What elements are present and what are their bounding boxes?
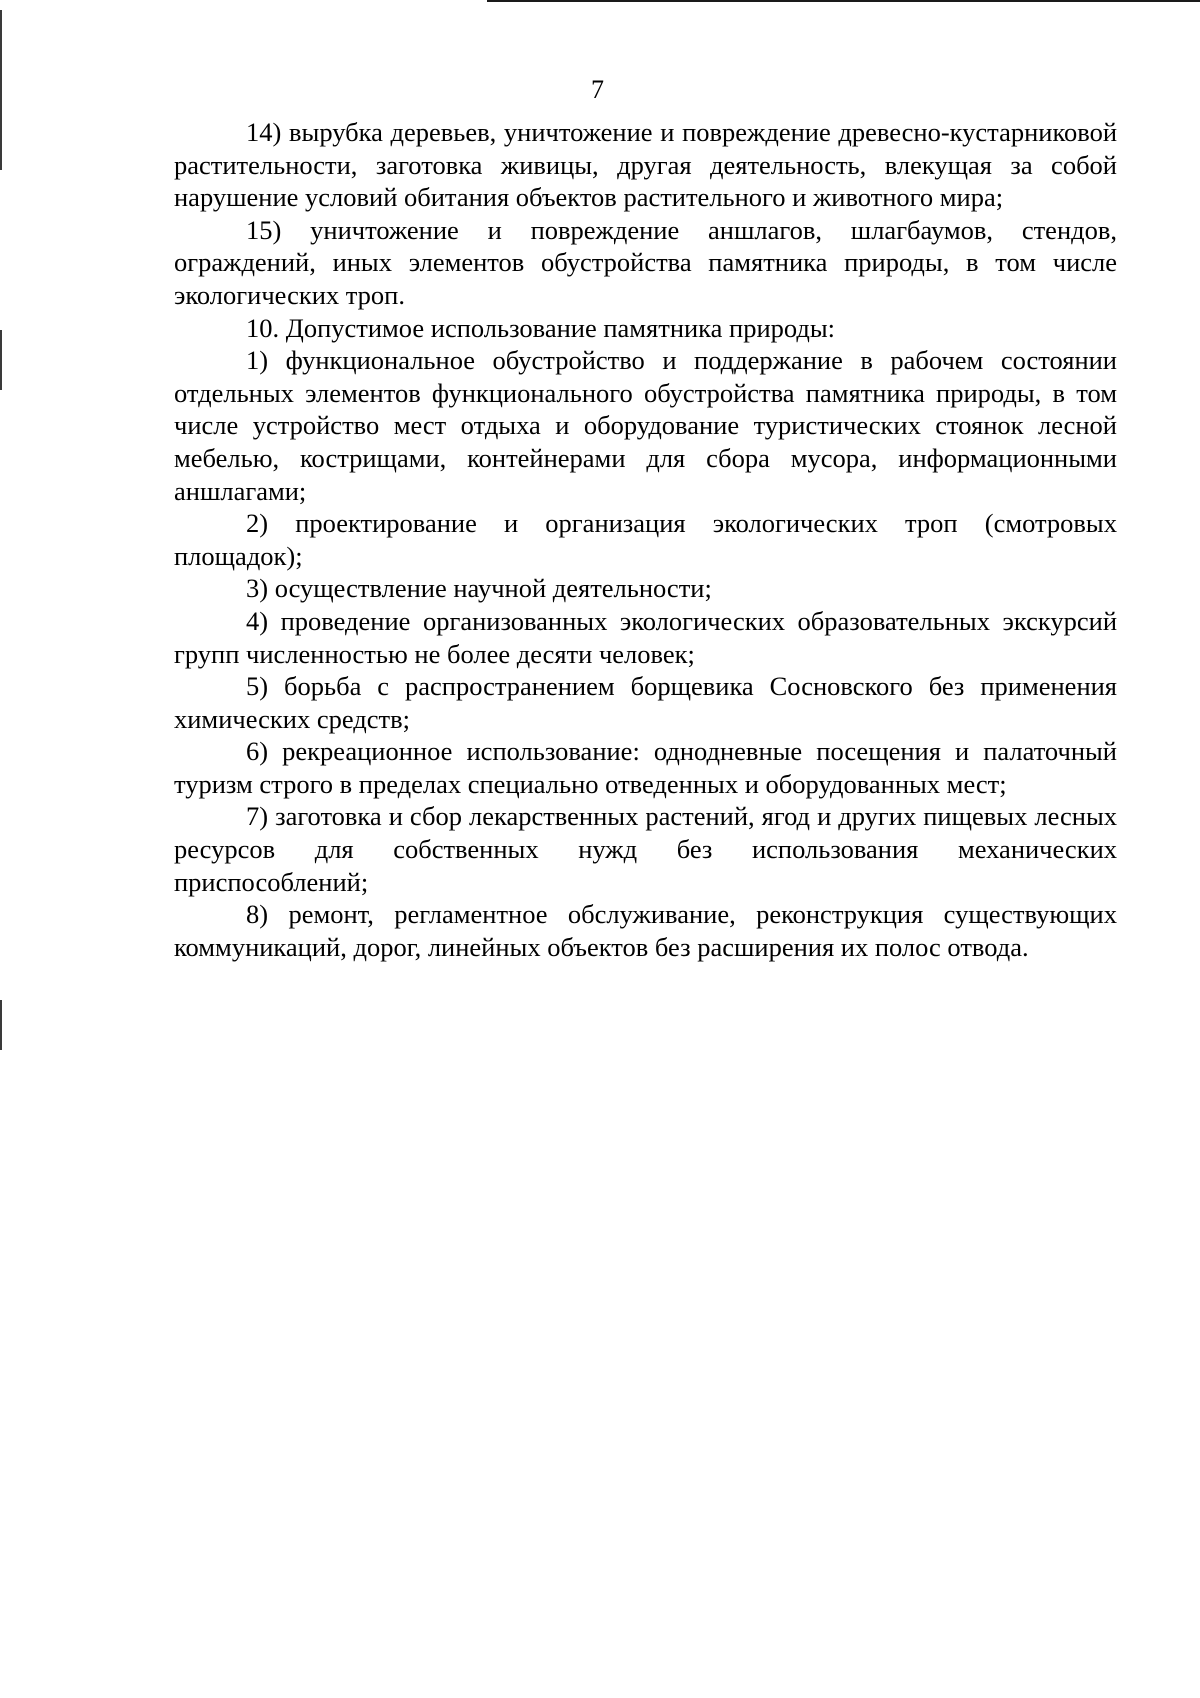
paragraph-item-6: 6) рекреационное использование: однодневные посещения и палаточный туризм строго в пределах специально отведенных и оборудованных мест; xyxy=(174,736,1117,799)
document-body xyxy=(174,116,1117,963)
paragraph-item-7: 7) заготовка и сбор лекарственных растений, ягод и других пищевых лесных ресурсов для собственных нужд без использования механических приспособлений; xyxy=(174,801,1117,897)
paragraph-item-4: 4) проведение организованных экологических образовательных экскурсий групп численностью не более десяти человек; xyxy=(174,605,1117,669)
paragraph-item-5: 5) борьба с распространением борщевика Сосновского без применения химических средств; xyxy=(174,671,1117,734)
scan-top-rule xyxy=(487,0,1200,2)
paragraph-item-8: 8) ремонт, регламентное обслуживание, реконструкция существующих коммуникаций, дорог, линейных объектов без расширения их полос отвода. xyxy=(174,899,1117,962)
page-number: 7 xyxy=(591,75,604,104)
paragraph-item-1: 1) функциональное обустройство и поддержание в рабочем состоянии отдельных элементов функционального обустройства памятника природы, в том числе устройство мест отдыха и оборудование туристических стоянок лесной мебелью, кострищами, контейнерами для сбора мусора, информационными аншлагами; xyxy=(174,345,1117,506)
paragraph-item-14: 14) вырубка деревьев, уничтожение и повреждение древесно-кустарниковой растительности, заготовка живицы, другая деятельность, влекущая за собой нарушение условий обитания объектов растительного и животного мира; xyxy=(174,117,1117,213)
scan-left-edge xyxy=(0,330,2,390)
section-heading-10: 10. Допустимое использование памятника природы: xyxy=(246,312,836,343)
scan-left-edge xyxy=(0,1000,2,1050)
paragraph-item-2: 2) проектирование и организация экологических троп (смотровых площадок); xyxy=(174,508,1117,571)
paragraph-item-3: 3) осуществление научной деятельности; xyxy=(246,573,712,604)
paragraph-item-15: 15) уничтожение и повреждение аншлагов, шлагбаумов, стендов, ограждений, иных элементов обустройства памятника природы, в том числе экологических троп. xyxy=(174,214,1117,310)
